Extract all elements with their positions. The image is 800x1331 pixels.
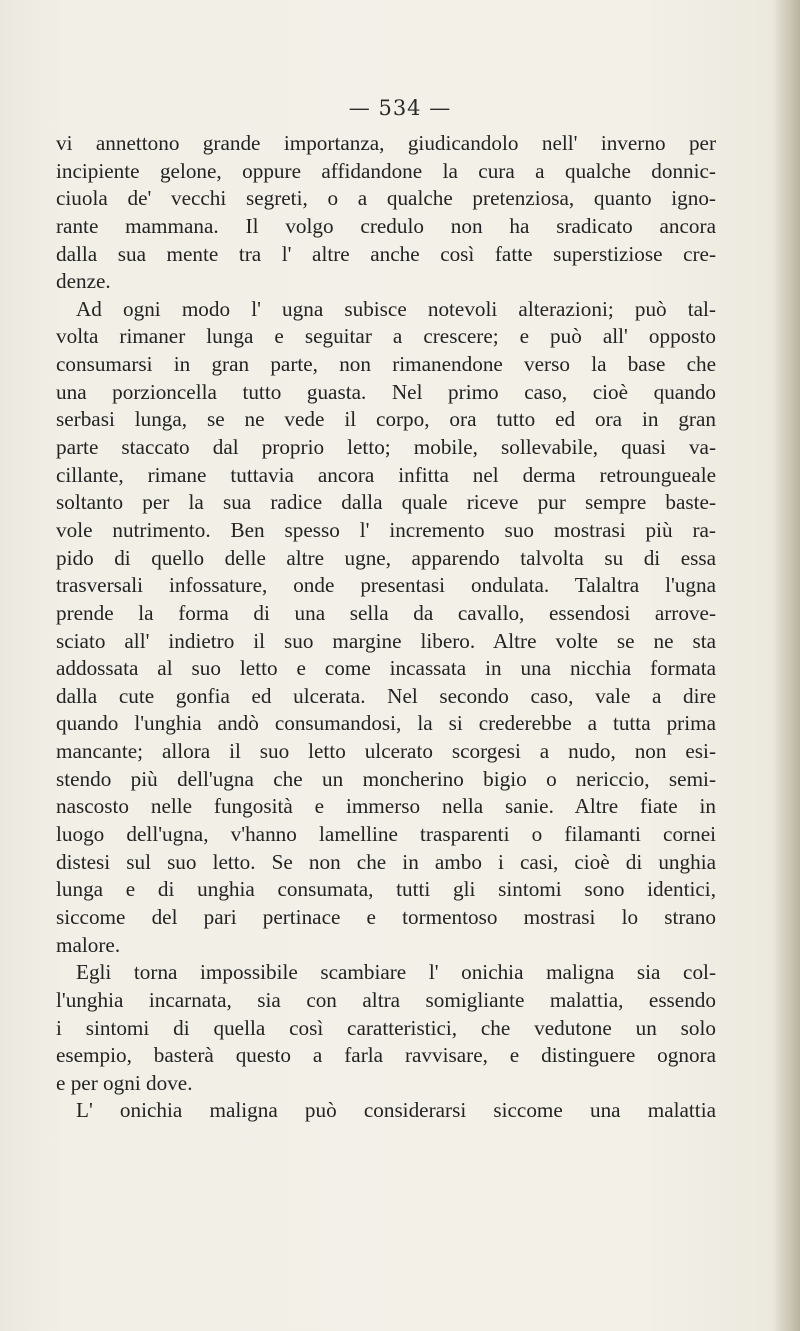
text-line: dalla sua mente tra l' altre anche così fatte superstiziose cre-: [56, 241, 716, 266]
text-line: trasversali infossature, onde presentasi ondulata. Talaltra l'ugna: [56, 573, 716, 598]
text-line: vole nutrimento. Ben spesso l' incremento suo mostrasi più ra-: [56, 517, 716, 542]
text-line: nascosto nelle fungosità e immerso nella sanie. Altre fiate in: [56, 794, 716, 819]
text-line: Egli torna impossibile scambiare l' onichia maligna sia col-: [76, 960, 716, 985]
text-line: mancante; allora il suo letto ulcerato scorgesi a nudo, non esi-: [56, 739, 716, 764]
text-line: e per ogni dove.: [56, 1070, 193, 1095]
text-line: Ad ogni modo l' ugna subisce notevoli alterazioni; può tal-: [76, 296, 716, 321]
text-line: denze.: [56, 269, 111, 294]
text-line: pido di quello delle altre ugne, apparendo talvolta su di essa: [56, 545, 716, 570]
text-line: stendo più dell'ugna che un moncherino bigio o nericcio, semi-: [56, 766, 716, 791]
text-line: lunga e di unghia consumata, tutti gli sintomi sono identici,: [56, 877, 716, 902]
text-line: addossata al suo letto e come incassata in una nicchia formata: [56, 656, 716, 681]
text-line: cillante, rimane tuttavia ancora infitta nel derma retroungueale: [56, 462, 716, 487]
page-number: — 534 —: [348, 96, 452, 120]
text-line: una porzioncella tutto guasta. Nel primo caso, cioè quando: [56, 379, 716, 404]
text-line: esempio, basterà questo a farla ravvisare, e distinguere ognora: [56, 1043, 716, 1068]
text-line: serbasi lunga, se ne vede il corpo, ora tutto ed ora in gran: [56, 407, 716, 432]
text-line: volta rimaner lunga e seguitar a crescere; e può all' opposto: [56, 324, 716, 349]
text-line: quando l'unghia andò consumandosi, la si crederebbe a tutta prima: [56, 711, 716, 736]
text-line: i sintomi di quella così caratteristici, che vedutone un solo: [56, 1015, 716, 1040]
text-line: ciuola de' vecchi segreti, o a qualche pretenziosa, quanto igno-: [56, 186, 716, 211]
text-line: dalla cute gonfia ed ulcerata. Nel secondo caso, vale a dire: [56, 683, 716, 708]
text-line: incipiente gelone, oppure affidandone la cura a qualche donnic-: [56, 158, 716, 183]
text-line: sciato all' indietro il suo margine libero. Altre volte se ne sta: [56, 628, 716, 653]
text-line: luogo dell'ugna, v'hanno lamelline trasparenti o filamanti cornei: [56, 822, 716, 847]
text-line: malore.: [56, 932, 121, 957]
text-line: L' onichia maligna può considerarsi siccome una malattia: [76, 1098, 716, 1123]
text-line: distesi sul suo letto. Se non che in ambo i casi, cioè di unghia: [56, 849, 716, 874]
text-line: prende la forma di una sella da cavallo, essendosi arrove-: [56, 600, 716, 625]
text-line: consumarsi in gran parte, non rimanendone verso la base che: [56, 352, 716, 377]
text-line: vi annettono grande importanza, giudicandolo nell' inverno per: [56, 131, 716, 155]
text-line: siccome del pari pertinace e tormentoso mostrasi lo strano: [56, 904, 716, 929]
text-line: soltanto per la sua radice dalla quale riceve pur sempre baste-: [56, 490, 716, 515]
text-line: parte staccato dal proprio letto; mobile, sollevabile, quasi va-: [56, 435, 716, 460]
body-text: [56, 130, 716, 1125]
text-line: rante mammana. Il volgo credulo non ha sradicato ancora: [56, 213, 716, 238]
text-line: l'unghia incarnata, sia con altra somigliante malattia, essendo: [56, 987, 716, 1012]
page-edge-shadow: [774, 0, 800, 1331]
